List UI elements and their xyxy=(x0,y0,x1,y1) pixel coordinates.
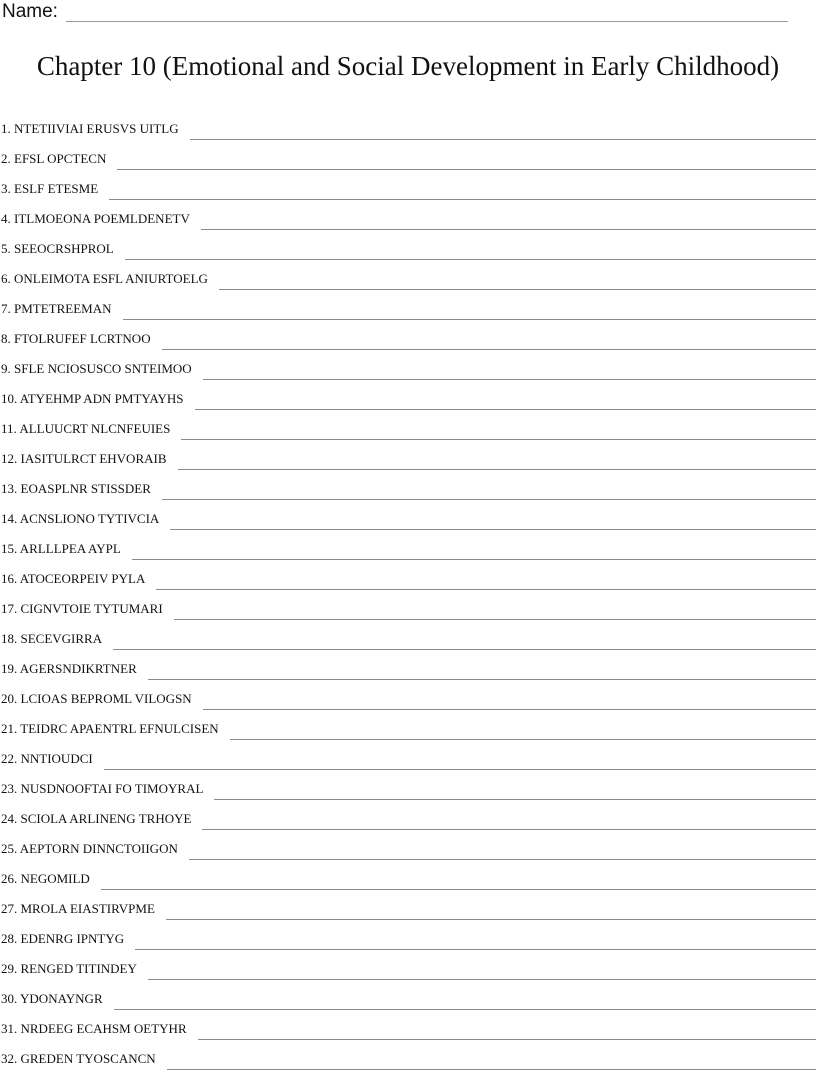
answer-line xyxy=(181,425,816,440)
question-number: 28. xyxy=(1,931,17,946)
scrambled-word: EOASPLNR STISSDER xyxy=(21,481,151,496)
question-item xyxy=(0,980,816,1010)
scrambled-word: SEEOCRSHPROL xyxy=(14,241,114,256)
question-number: 5. xyxy=(1,241,11,256)
question-text xyxy=(0,628,102,650)
answer-line xyxy=(109,185,816,200)
question-item xyxy=(0,440,816,470)
question-number: 11. xyxy=(1,421,17,436)
question-item xyxy=(0,1010,816,1040)
question-text xyxy=(0,688,192,710)
answer-line xyxy=(230,725,816,740)
question-item xyxy=(0,710,816,740)
answer-line xyxy=(148,965,816,980)
question-number: 25. xyxy=(1,841,17,856)
question-text xyxy=(0,478,151,500)
question-item xyxy=(0,410,816,440)
question-text xyxy=(0,268,208,290)
scrambled-word: SCIOLA ARLINENG TRHOYE xyxy=(21,811,192,826)
scrambled-word: NRDEEG ECAHSM OETYHR xyxy=(21,1021,187,1036)
scrambled-word: TEIDRC APAENTRL EFNULCISEN xyxy=(20,721,218,736)
question-text xyxy=(0,388,184,410)
answer-line xyxy=(114,995,816,1010)
question-item xyxy=(0,890,816,920)
question-item xyxy=(0,680,816,710)
question-number: 32. xyxy=(1,1051,17,1066)
question-text xyxy=(0,328,151,350)
scrambled-word: SFLE NCIOSUSCO SNTEIMOO xyxy=(14,361,192,376)
question-item xyxy=(0,800,816,830)
question-text xyxy=(0,118,179,140)
question-item xyxy=(0,830,816,860)
scrambled-word: NUSDNOOFTAI FO TIMOYRAL xyxy=(21,781,204,796)
answer-line xyxy=(132,545,816,560)
scrambled-word: CIGNVTOIE TYTUMARI xyxy=(21,601,163,616)
scrambled-word: RENGED TITINDEY xyxy=(21,961,137,976)
question-number: 12. xyxy=(1,451,17,466)
question-text xyxy=(0,508,159,530)
answer-line xyxy=(202,815,816,830)
question-number: 1. xyxy=(1,121,11,136)
scrambled-word: NTETIIVIAI ERUSVS UITLG xyxy=(14,121,179,136)
question-number: 15. xyxy=(1,541,17,556)
question-number: 20. xyxy=(1,691,17,706)
question-number: 4. xyxy=(1,211,11,226)
question-item xyxy=(0,560,816,590)
question-number: 30. xyxy=(1,991,17,1006)
scrambled-word: NEGOMILD xyxy=(21,871,90,886)
question-text xyxy=(0,868,90,890)
question-number: 22. xyxy=(1,751,17,766)
scrambled-word: GREDEN TYOSCANCN xyxy=(21,1051,156,1066)
question-text xyxy=(0,208,190,230)
question-number: 18. xyxy=(1,631,17,646)
scrambled-word: SECEVGIRRA xyxy=(21,631,103,646)
question-number: 24. xyxy=(1,811,17,826)
scrambled-word: EFSL OPCTECN xyxy=(14,151,106,166)
question-text xyxy=(0,1018,187,1040)
question-text xyxy=(0,148,106,170)
question-item xyxy=(0,110,816,140)
question-item xyxy=(0,920,816,950)
question-item xyxy=(0,230,816,260)
question-item xyxy=(0,770,816,800)
question-text xyxy=(0,178,98,200)
question-text xyxy=(0,448,167,470)
question-text xyxy=(0,418,170,440)
question-item xyxy=(0,650,816,680)
question-list xyxy=(0,110,816,1070)
question-number: 7. xyxy=(1,301,11,316)
question-text xyxy=(0,538,121,560)
answer-line xyxy=(148,665,816,680)
answer-line xyxy=(125,245,816,260)
scrambled-word: LCIOAS BEPROML VILOGSN xyxy=(21,691,192,706)
question-text xyxy=(0,298,112,320)
worksheet-title: Chapter 10 (Emotional and Social Development in Early Childhood) xyxy=(0,48,816,84)
scrambled-word: EDENRG IPNTYG xyxy=(21,931,125,946)
answer-line xyxy=(219,275,816,290)
question-item xyxy=(0,290,816,320)
question-item xyxy=(0,500,816,530)
question-item xyxy=(0,1040,816,1070)
scrambled-word: ATYEHMP ADN PMTYAYHS xyxy=(20,391,184,406)
question-text xyxy=(0,778,203,800)
scrambled-word: ACNSLIONO TYTIVCIA xyxy=(20,511,160,526)
scrambled-word: ARLLLPEA AYPL xyxy=(20,541,121,556)
question-text xyxy=(0,898,155,920)
question-number: 17. xyxy=(1,601,17,616)
question-item xyxy=(0,260,816,290)
question-item xyxy=(0,170,816,200)
answer-line xyxy=(201,215,816,230)
answer-line xyxy=(167,1055,816,1070)
answer-line xyxy=(203,695,816,710)
question-number: 21. xyxy=(1,721,17,736)
question-item xyxy=(0,530,816,560)
question-number: 2. xyxy=(1,151,11,166)
question-number: 31. xyxy=(1,1021,17,1036)
question-item xyxy=(0,350,816,380)
question-number: 29. xyxy=(1,961,17,976)
question-text xyxy=(0,238,114,260)
name-answer-line xyxy=(66,4,788,22)
question-number: 10. xyxy=(1,391,17,406)
answer-line xyxy=(156,575,816,590)
question-item xyxy=(0,140,816,170)
question-number: 13. xyxy=(1,481,17,496)
question-text xyxy=(0,718,219,740)
question-number: 26. xyxy=(1,871,17,886)
question-item xyxy=(0,950,816,980)
question-text xyxy=(0,358,192,380)
question-number: 3. xyxy=(1,181,11,196)
name-label: Name: xyxy=(2,2,58,22)
question-number: 27. xyxy=(1,901,17,916)
question-number: 19. xyxy=(1,661,17,676)
scrambled-word: ALLUUCRT NLCNFEUIES xyxy=(19,421,170,436)
question-item xyxy=(0,590,816,620)
scrambled-word: FTOLRUFEF LCRTNOO xyxy=(14,331,151,346)
question-text xyxy=(0,1048,156,1070)
answer-line xyxy=(104,755,816,770)
question-number: 16. xyxy=(1,571,17,586)
question-item xyxy=(0,380,816,410)
question-number: 23. xyxy=(1,781,17,796)
name-row xyxy=(2,0,802,22)
answer-line xyxy=(162,485,816,500)
question-text xyxy=(0,958,137,980)
question-number: 6. xyxy=(1,271,11,286)
question-item xyxy=(0,620,816,650)
question-item xyxy=(0,470,816,500)
question-text xyxy=(0,838,178,860)
question-text xyxy=(0,748,93,770)
scrambled-word: NNTIOUDCI xyxy=(21,751,93,766)
answer-line xyxy=(166,905,816,920)
scrambled-word: IASITULRCT EHVORAIB xyxy=(21,451,167,466)
question-number: 14. xyxy=(1,511,17,526)
scrambled-word: MROLA EIASTIRVPME xyxy=(21,901,155,916)
answer-line xyxy=(123,305,816,320)
question-text xyxy=(0,568,145,590)
answer-line xyxy=(101,875,816,890)
answer-line xyxy=(162,335,816,350)
question-item xyxy=(0,740,816,770)
answer-line xyxy=(189,845,816,860)
answer-line xyxy=(170,515,816,530)
question-item xyxy=(0,320,816,350)
question-text xyxy=(0,598,163,620)
answer-line xyxy=(117,155,816,170)
scrambled-word: ESLF ETESME xyxy=(14,181,98,196)
question-number: 9. xyxy=(1,361,11,376)
scrambled-word: YDONAYNGR xyxy=(20,991,103,1006)
question-text xyxy=(0,928,124,950)
answer-line xyxy=(190,125,816,140)
answer-line xyxy=(178,455,816,470)
scrambled-word: ATOCEORPEIV PYLA xyxy=(20,571,146,586)
answer-line xyxy=(198,1025,816,1040)
scrambled-word: ITLMOEONA POEMLDENETV xyxy=(14,211,190,226)
answer-line xyxy=(195,395,816,410)
answer-line xyxy=(135,935,816,950)
question-text xyxy=(0,808,191,830)
question-item xyxy=(0,860,816,890)
answer-line xyxy=(174,605,816,620)
question-text xyxy=(0,658,137,680)
answer-line xyxy=(214,785,816,800)
scrambled-word: ONLEIMOTA ESFL ANIURTOELG xyxy=(14,271,208,286)
answer-line xyxy=(203,365,816,380)
question-text xyxy=(0,988,103,1010)
scrambled-word: AEPTORN DINNCTOIIGON xyxy=(20,841,178,856)
scrambled-word: PMTETREEMAN xyxy=(14,301,112,316)
answer-line xyxy=(113,635,816,650)
scrambled-word: AGERSNDIKRTNER xyxy=(20,661,137,676)
question-item xyxy=(0,200,816,230)
question-number: 8. xyxy=(1,331,11,346)
